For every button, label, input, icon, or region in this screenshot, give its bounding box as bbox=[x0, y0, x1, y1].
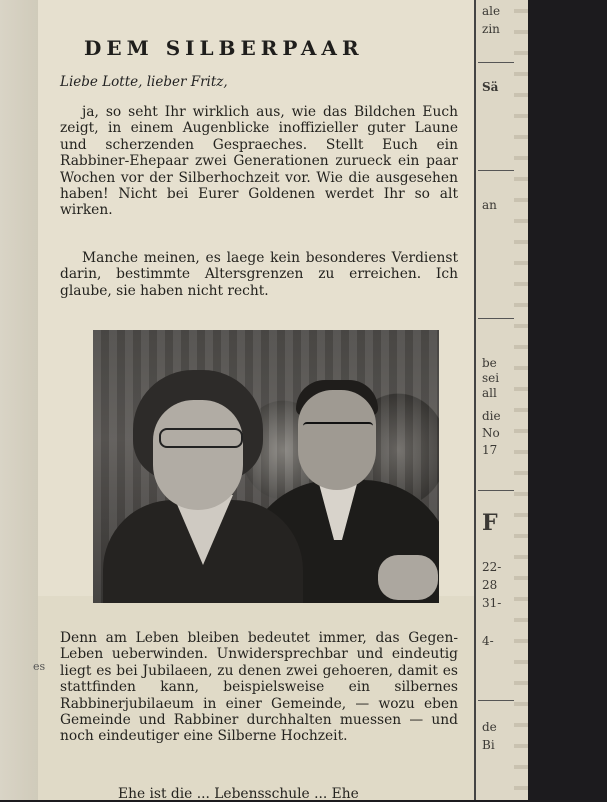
article-headline: DEM SILBERPAAR bbox=[84, 36, 364, 60]
right-fragment: de bbox=[482, 720, 497, 734]
photo-woman-glasses bbox=[159, 428, 243, 448]
right-fragment: 28 bbox=[482, 578, 498, 592]
right-fragment: be bbox=[482, 356, 497, 370]
couple-photo bbox=[93, 330, 439, 603]
paragraph-text: ja, so seht Ihr wirklich aus, wie das Bildchen Euch zeigt, in einem Augenblicke inoffizieller guter Laune und scherzenden Gespraeches. Stellt Euch ein Rabbiner-Ehepaar zwei Generationen zurueck ein paar Wochen vor der Silberhochzeit vor. Wie die ausgesehen haben! Nicht bei Eurer Goldenen werdet Ihr so alt wirken. bbox=[60, 104, 458, 219]
backdrop-left-page bbox=[0, 0, 42, 800]
column-rule bbox=[478, 170, 518, 171]
photo-man-face bbox=[298, 390, 376, 490]
column-rule bbox=[478, 318, 518, 319]
torn-edge bbox=[514, 0, 528, 800]
photo-man-glasses bbox=[303, 422, 373, 440]
right-fragment: 22- bbox=[482, 560, 502, 574]
left-margin-fragment: es bbox=[33, 660, 46, 673]
right-fragment: No bbox=[482, 426, 500, 440]
article-paragraph bbox=[60, 630, 458, 745]
article-paragraph bbox=[60, 104, 458, 219]
right-fragment: Sä bbox=[482, 80, 499, 94]
photo-woman-face bbox=[153, 400, 243, 510]
right-fragment: 4- bbox=[482, 634, 494, 648]
paragraph-text: Ehe ist die ... Lebensschule ... Ehe bbox=[118, 786, 359, 802]
right-fragment: zin bbox=[482, 22, 500, 36]
right-fragment: all bbox=[482, 386, 497, 400]
column-rule bbox=[478, 490, 518, 491]
right-fragment: an bbox=[482, 198, 497, 212]
photo-hands bbox=[378, 555, 438, 600]
right-fragment: 31- bbox=[482, 596, 502, 610]
right-fragment: Bi bbox=[482, 738, 495, 752]
right-fragment: 17 bbox=[482, 443, 498, 457]
article-salutation: Liebe Lotte, lieber Fritz, bbox=[60, 74, 228, 90]
column-divider bbox=[474, 0, 476, 800]
right-fragment: F bbox=[482, 510, 498, 536]
paragraph-text: Manche meinen, es laege kein besonderes Verdienst darin, bestimmte Altersgrenzen zu erreichen. Ich glaube, sie haben nicht recht. bbox=[60, 250, 458, 299]
right-fragment: ale bbox=[482, 4, 501, 18]
column-rule bbox=[478, 700, 518, 701]
article-paragraph bbox=[60, 250, 458, 299]
column-rule bbox=[478, 62, 518, 63]
right-fragment: sei bbox=[482, 371, 500, 385]
paragraph-text: Denn am Leben bleiben bedeutet immer, das Gegen-Leben ueberwinden. Unwidersprechbar und eindeutig liegt es bei Jubilaeen, zu denen zwei gehoeren, damit es stattfinden kann, beispielsweise ein silbernes Rabbinerjubilaeum in einer Gemeinde, — wozu eben Gemeinde und Rabbiner durchhalten muessen — und noch eindeutiger eine Silberne Hochzeit. bbox=[60, 630, 458, 745]
right-fragment: die bbox=[482, 409, 501, 423]
